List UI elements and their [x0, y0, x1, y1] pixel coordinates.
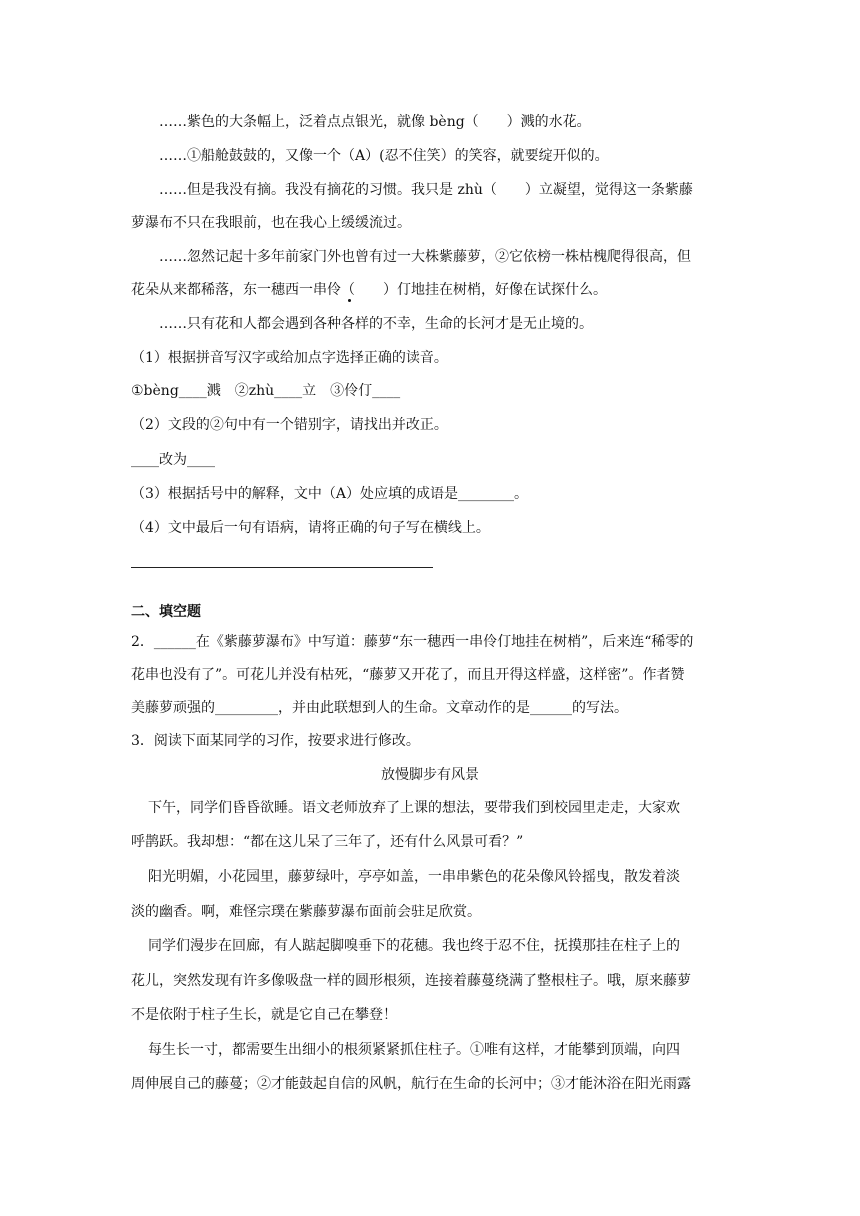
passage-line-4: 萝瀑布不只在我眼前，也在我心上缓缓流过。 [131, 215, 411, 231]
essay-line: 花儿，突然发现有许多像吸盘一样的圆形根须，连接着藤蔓绕满了整根柱子。哦，原来藤萝 [131, 973, 691, 989]
passage-line-6: 花朵从来都稀落，东一穗西一串伶（ ）仃地挂在树梢，好像在试探什么。 [131, 282, 607, 298]
answer-line [131, 567, 433, 568]
emphasis-dot [348, 299, 351, 302]
essay-line: 同学们漫步在回廊，有人踮起脚嗅垂下的花穗。我也终于忍不住，抚摸那挂在柱子上的 [148, 938, 680, 954]
item-2-line-1: 2．______在《紫藤萝瀑布》中写道：藤萝“东一穗西一串伶仃地挂在树梢”，后来连“稀零的 [131, 634, 694, 650]
essay-line: 下午，同学们昏昏欲睡。语文老师放弃了上课的想法，要带我们到校园里走走，大家欢 [148, 800, 680, 816]
essay-line: 不是依附于柱子生长，就是它自己在攀登！ [131, 1007, 397, 1023]
item-3-prompt: 3．阅读下面某同学的习作，按要求进行修改。 [131, 733, 420, 749]
passage-line-2: ……①船舱鼓鼓的，又像一个（A）(忍不住笑）的笑容，就要绽开似的。 [159, 148, 609, 164]
question-2-answer: ____改为____ [131, 452, 215, 468]
essay-line: 周伸展自己的藤蔓；②才能鼓起自信的风帆，航行在生命的长河中；③才能沐浴在阳光雨露 [131, 1076, 691, 1092]
passage-line-1: ……紫色的大条幅上，泛着点点银光，就像 bèng（ ）溅的水花。 [159, 114, 591, 130]
passage-line-3: ……但是我没有摘。我没有摘花的习惯。我只是 zhù（ ）立凝望，觉得这一条紫藤 [159, 182, 693, 198]
question-3-prompt: （3）根据括号中的解释，文中（A）处应填的成语是________。 [131, 486, 529, 502]
essay-line: 淡的幽香。啊，难怪宗璞在紫藤萝瀑布面前会驻足欣赏。 [131, 904, 481, 920]
item-2-line-3: 美藤萝顽强的_________，并由此联想到人的生命。文章动作的是______的写法。 [131, 700, 628, 716]
essay-line: 阳光明媚，小花园里，藤萝绿叶，亭亭如盖，一串串紫色的花朵像风铃摇曳，散发着淡 [148, 869, 680, 885]
question-1-prompt: （1）根据拼音写汉字或给加点字选择正确的读音。 [131, 350, 448, 366]
passage-line-7: ……只有花和人都会遇到各种各样的不幸，生命的长河才是无止境的。 [159, 316, 593, 332]
question-1-answers: ①bèng____溅 ②zhù____立 ③伶仃____ [131, 383, 401, 399]
item-2-line-2: 花串也没有了”。可花儿并没有枯死，“藤萝又开花了，而且开得这样盛，这样密”。作者赞 [131, 667, 685, 683]
question-4-prompt: （4）文中最后一句有语病，请将正确的句子写在横线上。 [131, 520, 490, 536]
question-2-prompt: （2）文段的②句中有一个错别字，请找出并改正。 [131, 417, 448, 433]
essay-line: 呼鹊跃。我却想：“都在这儿呆了三年了，还有什么风景可看？” [131, 834, 524, 850]
essay-title: 放慢脚步有风景 [381, 767, 479, 783]
essay-line: 每生长一寸，都需要生出细小的根须紧紧抓住柱子。①唯有这样，才能攀到顶端，向四 [148, 1042, 680, 1058]
passage-line-5: ……忽然记起十多年前家门外也曾有过一大株紫藤萝，②它依榜一株枯槐爬得很高，但 [159, 249, 691, 265]
section-heading: 二、填空题 [131, 604, 201, 620]
